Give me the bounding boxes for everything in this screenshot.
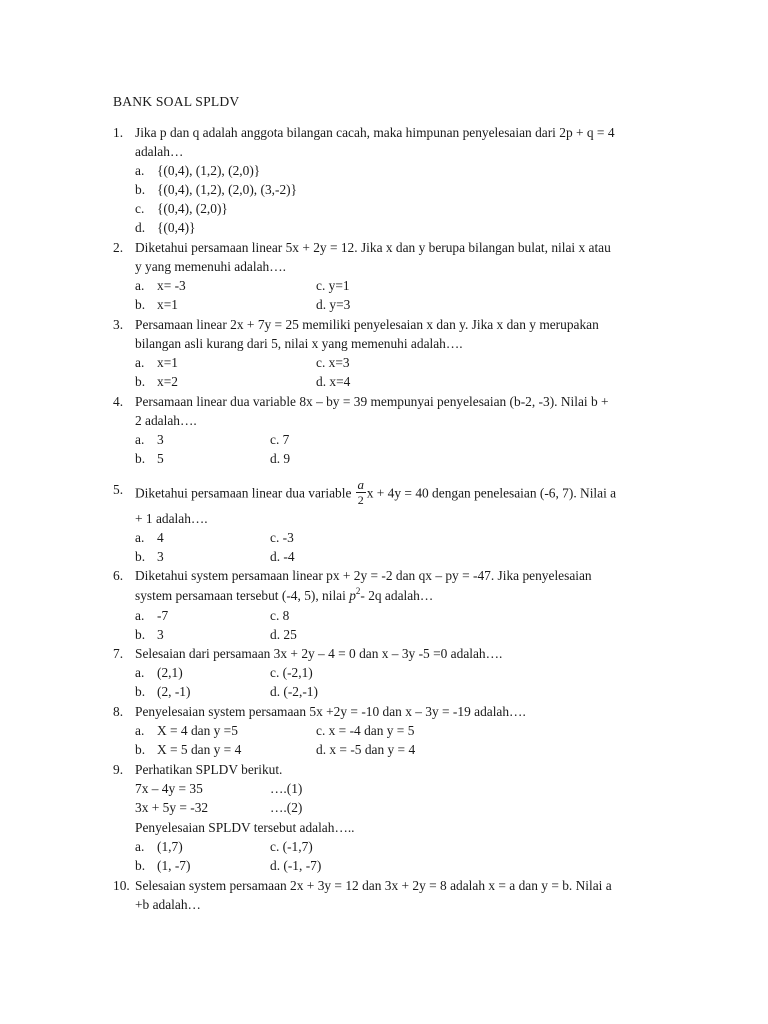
- option-letter: b.: [135, 858, 146, 873]
- fraction-denominator: 2: [357, 493, 364, 507]
- option-letter: b.: [135, 297, 146, 312]
- question-text-line: Penyelesaian SPLDV tersebut adalah…..: [135, 820, 355, 835]
- option-letter: d.: [135, 220, 146, 235]
- option-letter: b.: [135, 684, 146, 699]
- option-letter: b.: [135, 374, 146, 389]
- option-text: d. 25: [270, 627, 297, 642]
- equation-2: 3x + 5y = -32: [135, 800, 209, 815]
- question-number: 2.: [113, 240, 124, 255]
- option-text: d. x = -5 dan y = 4: [316, 742, 416, 757]
- option-text: (2, -1): [157, 684, 191, 699]
- question-text-line: bilangan asli kurang dari 5, nilai x yang memenuhi adalah….: [135, 336, 463, 351]
- question-number: 6.: [113, 568, 124, 583]
- option-letter: b.: [135, 451, 146, 466]
- option-text: c. -3: [270, 530, 294, 545]
- option-text: d. 9: [270, 451, 291, 466]
- variable-p: p: [349, 588, 356, 603]
- question-number: 7.: [113, 646, 124, 661]
- question-text-line: Penyelesaian system persamaan 5x +2y = -10 dan x – 3y = -19 adalah….: [135, 704, 526, 719]
- option-text: d. y=3: [316, 297, 351, 312]
- option-letter: b.: [135, 742, 146, 757]
- question-number: 9.: [113, 762, 124, 777]
- question-text-line: Selesaian dari persamaan 3x + 2y – 4 = 0 dan x – 3y -5 =0 adalah….: [135, 646, 503, 661]
- question-text-line: adalah…: [135, 144, 184, 159]
- page-title: BANK SOAL SPLDV: [113, 94, 240, 109]
- question-text-line: [135, 586, 675, 605]
- option-text: x= -3: [157, 278, 186, 293]
- question-text-line: 2 adalah….: [135, 413, 197, 428]
- option-text: {(0,4)}: [157, 220, 196, 235]
- option-letter: a.: [135, 163, 145, 178]
- option-text: {(0,4), (2,0)}: [157, 201, 228, 216]
- question-text-line: +b adalah…: [135, 897, 201, 912]
- option-text: X = 5 dan y = 4: [157, 742, 242, 757]
- option-text: X = 4 dan y =5: [157, 723, 238, 738]
- question-text-line: [135, 477, 675, 509]
- option-text: (1,7): [157, 839, 183, 854]
- option-text: 4: [157, 530, 164, 545]
- question-number: 10.: [113, 878, 130, 893]
- option-text: {(0,4), (1,2), (2,0), (3,-2)}: [157, 182, 298, 197]
- option-text: c. (-2,1): [270, 665, 313, 680]
- option-letter: b.: [135, 627, 146, 642]
- option-letter: a.: [135, 665, 145, 680]
- text-segment: Diketahui persamaan linear dua variable: [135, 485, 355, 501]
- question-number: 3.: [113, 317, 124, 332]
- option-letter: c.: [135, 201, 145, 216]
- option-text: 3: [157, 432, 164, 447]
- option-text: c. x = -4 dan y = 5: [316, 723, 415, 738]
- text-segment: x + 4y = 40 dengan penelesaian (-6, 7). Nilai a: [366, 485, 617, 501]
- exponent: 2: [355, 586, 361, 596]
- option-text: c. (-1,7): [270, 839, 313, 854]
- option-text: d. (-1, -7): [270, 858, 322, 873]
- option-text: -7: [157, 608, 169, 623]
- option-text: x=1: [157, 297, 178, 312]
- option-letter: a.: [135, 839, 145, 854]
- option-text: 3: [157, 627, 164, 642]
- option-text: 3: [157, 549, 164, 564]
- question-number: 8.: [113, 704, 124, 719]
- equation-1: 7x – 4y = 35: [135, 781, 203, 796]
- option-letter: a.: [135, 355, 145, 370]
- option-letter: a.: [135, 432, 145, 447]
- option-text: c. y=1: [316, 278, 350, 293]
- equation-2-ref: ….(2): [270, 800, 303, 815]
- option-text: d. x=4: [316, 374, 351, 389]
- option-letter: a.: [135, 530, 145, 545]
- fraction-a-over-2: [356, 478, 366, 507]
- option-text: (1, -7): [157, 858, 191, 873]
- option-letter: a.: [135, 723, 145, 738]
- equation-1-ref: ….(1): [270, 781, 303, 796]
- text-segment: system persamaan tersebut (-4, 5), nilai: [135, 588, 350, 603]
- option-letter: a.: [135, 278, 145, 293]
- question-text-line: Selesaian system persamaan 2x + 3y = 12 dan 3x + 2y = 8 adalah x = a dan y = b. Nilai a: [135, 878, 612, 893]
- fraction-numerator: a: [357, 477, 364, 492]
- question-text-line: Persamaan linear dua variable 8x – by = 39 mempunyai penyelesaian (b-2, -3). Nilai b +: [135, 394, 609, 409]
- question-number: 1.: [113, 125, 124, 140]
- question-text-line: Perhatikan SPLDV berikut.: [135, 762, 283, 777]
- question-number: 5.: [113, 482, 124, 497]
- question-text-line: Diketahui persamaan linear 5x + 2y = 12. Jika x dan y berupa bilangan bulat, nilai x atau: [135, 240, 611, 255]
- text-segment: - 2q adalah…: [360, 588, 434, 603]
- option-letter: a.: [135, 608, 145, 623]
- option-text: {(0,4), (1,2), (2,0)}: [157, 163, 261, 178]
- option-text: c. 7: [270, 432, 290, 447]
- option-text: 5: [157, 451, 164, 466]
- question-text-line: Persamaan linear 2x + 7y = 25 memiliki penyelesaian x dan y. Jika x dan y merupakan: [135, 317, 599, 332]
- option-text: c. x=3: [316, 355, 350, 370]
- option-text: c. 8: [270, 608, 290, 623]
- option-letter: b.: [135, 549, 146, 564]
- option-letter: b.: [135, 182, 146, 197]
- option-text: x=2: [157, 374, 178, 389]
- option-text: d. (-2,-1): [270, 684, 318, 699]
- question-number: 4.: [113, 394, 124, 409]
- question-text-line: Jika p dan q adalah anggota bilangan cacah, maka himpunan penyelesaian dari 2p + q = 4: [135, 125, 615, 140]
- option-text: d. -4: [270, 549, 295, 564]
- option-text: (2,1): [157, 665, 183, 680]
- question-text-line: Diketahui system persamaan linear px + 2y = -2 dan qx – py = -47. Jika penyelesaian: [135, 568, 592, 583]
- question-text-line: y yang memenuhi adalah….: [135, 259, 286, 274]
- option-text: x=1: [157, 355, 178, 370]
- question-text-line: + 1 adalah….: [135, 511, 208, 526]
